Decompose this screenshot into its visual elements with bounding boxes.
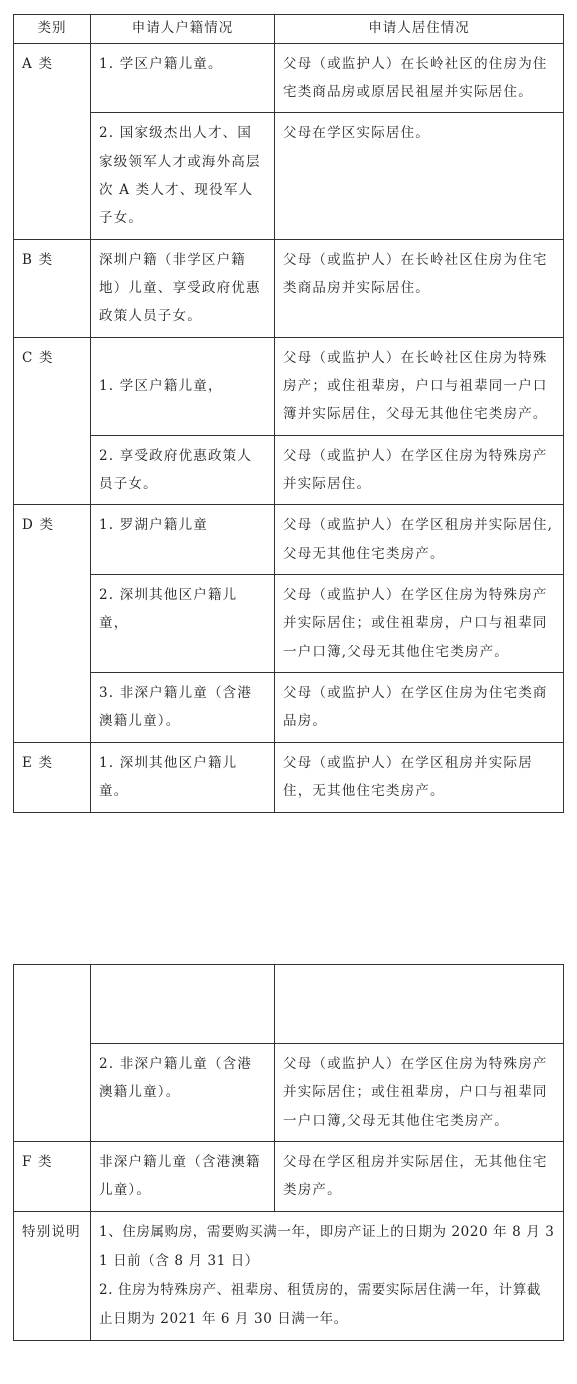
residence-cell: 父母（或监护人）在学区住房为特殊房产并实际居住。: [275, 435, 564, 505]
household-cell: 非深户籍儿童（含港澳籍儿童）。: [91, 1142, 275, 1212]
table-row: [14, 113, 564, 239]
table-row: [14, 1142, 564, 1212]
header-residence: 申请人居住情况: [275, 15, 564, 44]
table-row: [14, 742, 564, 812]
special-note-line-1: 1、住房属购房，需要购买满一年，即房产证上的日期为 2020 年 8 月 31 日前（含 8 月 31 日）: [99, 1223, 555, 1269]
category-cell-empty: [14, 965, 91, 1142]
residence-cell: 父母（或监护人）在学区租房并实际居住,父母无其他住宅类房产。: [275, 505, 564, 575]
residence-cell: 父母（或监护人）在学区租房并实际居住，无其他住宅类房产。: [275, 742, 564, 812]
household-cell: 1. 学区户籍儿童，: [91, 337, 275, 435]
household-cell: 1. 深圳其他区户籍儿童。: [91, 742, 275, 812]
category-c: C 类: [14, 337, 91, 505]
category-d: D 类: [14, 505, 91, 742]
residence-cell: 父母（或监护人）在学区住房为住宅类商品房。: [275, 673, 564, 743]
table-row: [14, 965, 564, 1044]
residence-cell: 父母在学区实际居住。: [275, 113, 564, 239]
household-cell: 2. 非深户籍儿童（含港澳籍儿童）。: [91, 1044, 275, 1142]
residence-cell: 父母在学区租房并实际居住，无其他住宅类房产。: [275, 1142, 564, 1212]
special-note-label: 特别说明: [14, 1211, 91, 1340]
table-row: [14, 575, 564, 673]
table-row: [14, 673, 564, 743]
table-header-row: [14, 15, 564, 44]
residence-cell: 父母（或监护人）在学区住房为特殊房产并实际居住；或住祖辈房，户口与祖辈同一户口簿,父母无其他住宅类房产。: [275, 575, 564, 673]
household-cell: 1. 学区户籍儿童。: [91, 43, 275, 113]
special-note-line-2: 2. 住房为特殊房产、祖辈房、租赁房的，需要实际居住满一年，计算截止日期为 2021 年 6 月 30 日满一年。: [99, 1281, 541, 1327]
table-row: [14, 1044, 564, 1142]
admission-category-table-continued: [13, 964, 564, 1341]
residence-cell: 父母（或监护人）在长岭社区的住房为住宅类商品房或原居民祖屋并实际居住。: [275, 43, 564, 113]
household-cell: 深圳户籍（非学区户籍地）儿童、享受政府优惠政策人员子女。: [91, 239, 275, 337]
category-a: A 类: [14, 43, 91, 239]
residence-cell: 父母（或监护人）在长岭社区住房为特殊房产；或住祖辈房，户口与祖辈同一户口簿并实际居住，父母无其他住宅类房产。: [275, 337, 564, 435]
special-note-content: [91, 1211, 564, 1340]
category-e: E 类: [14, 742, 91, 812]
household-cell: 1. 罗湖户籍儿童: [91, 505, 275, 575]
category-b: B 类: [14, 239, 91, 337]
household-cell: 3. 非深户籍儿童（含港澳籍儿童）。: [91, 673, 275, 743]
table-row: [14, 239, 564, 337]
household-cell: 2. 享受政府优惠政策人员子女。: [91, 435, 275, 505]
table-row: [14, 337, 564, 435]
header-household: 申请人户籍情况: [91, 15, 275, 44]
residence-cell: 父母（或监护人）在学区住房为特殊房产并实际居住；或住祖辈房，户口与祖辈同一户口簿,父母无其他住宅类房产。: [275, 1044, 564, 1142]
household-cell: 2. 深圳其他区户籍儿童，: [91, 575, 275, 673]
table-row: [14, 505, 564, 575]
table-row: [14, 435, 564, 505]
table-row: [14, 1211, 564, 1340]
admission-category-table: [13, 14, 564, 813]
household-cell: 2. 国家级杰出人才、国家级领军人才或海外高层次 A 类人才、现役军人子女。: [91, 113, 275, 239]
residence-cell-empty: [275, 965, 564, 1044]
household-cell-empty: [91, 965, 275, 1044]
header-category: 类别: [14, 15, 91, 44]
category-f: F 类: [14, 1142, 91, 1212]
residence-cell: 父母（或监护人）在长岭社区住房为住宅类商品房并实际居住。: [275, 239, 564, 337]
table-row: [14, 43, 564, 113]
